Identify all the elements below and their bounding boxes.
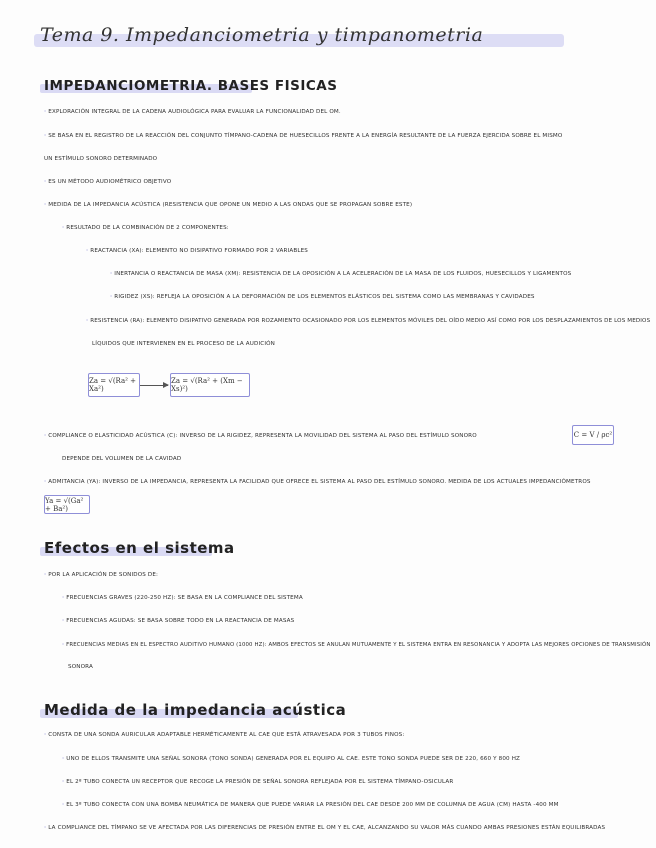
section-heading-efectos: Efectos en el sistema — [44, 539, 235, 557]
arrow-icon — [140, 385, 168, 386]
formula-box: C = V / ρc² — [572, 425, 614, 445]
section-heading-bases-fisicas: IMPEDANCIOMETRIA. BASES FISICAS — [44, 78, 337, 94]
list-item: · REACTANCIA (XA): ELEMENTO NO DISIPATIVO FORMADO POR 2 VARIABLES — [86, 248, 308, 254]
list-item: · SE BASA EN EL REGISTRO DE LA REACCIÓN DEL CONJUNTO TÍMPANO-CADENA DE HUESECILLOS FRENTE A LA ENERGÍA RESULTANTE DE LA FUERZA EJERCIDA SOBRE EL MISMO — [44, 133, 563, 139]
formula-box: Ya = √(Ga² + Ba²) — [44, 495, 90, 514]
list-item: · EL 2º TUBO CONECTA UN RECEPTOR QUE RECOGE LA PRESIÓN DE SEÑAL SONORA REFLEJADA POR EL SISTEMA TÍMPANO-OSICULAR — [62, 779, 454, 785]
formula-box: Za = √(Ra² + (Xm − Xs)²) — [170, 373, 250, 397]
list-item: DEPENDE DEL VOLUMEN DE LA CAVIDAD — [62, 456, 182, 462]
list-item: UN ESTÍMULO SONORO DETERMINADO — [44, 156, 158, 162]
list-item: · RIGIDEZ (XS): REFLEJA LA OPOSICIÓN A LA DEFORMACIÓN DE LOS ELEMENTOS ELÁSTICOS DEL SISTEMA COMO LAS MEMBRANAS Y CAVIDADES — [110, 294, 535, 300]
list-item: · COMPLIANCE O ELASTICIDAD ACÚSTICA (C): INVERSO DE LA RIGIDEZ, REPRESENTA LA MOVILIDAD DEL SISTEMA AL PASO DEL ESTÍMULO SONORO — [44, 433, 477, 439]
list-item: · LA COMPLIANCE DEL TÍMPANO SE VE AFECTADA POR LAS DIFERENCIAS DE PRESIÓN ENTRE EL OM Y EL CAE, ALCANZANDO SU VALOR MÁS CUANDO AMBAS PRESIONES ESTÁN EQUILIBRADAS — [44, 825, 606, 831]
list-item: · INERTANCIA O REACTANCIA DE MASA (XM): RESISTENCIA DE LA OPOSICIÓN A LA ACELERACIÓN DE LA MASA DE LOS FLUIDOS, HUESECILLOS Y LIGAMENTOS — [110, 271, 572, 277]
page-title: Tema 9. Impedanciometria y timpanometria — [40, 24, 483, 46]
list-item: · EXPLORACIÓN INTEGRAL DE LA CADENA AUDIOLÓGICA PARA EVALUAR LA FUNCIONALIDAD DEL OM. — [44, 109, 341, 115]
formula-box: Za = √(Ra² + Xa²) — [88, 373, 140, 397]
list-item: · FRECUENCIAS AGUDAS: SE BASA SOBRE TODO EN LA REACTANCIA DE MASAS — [62, 618, 295, 624]
list-item: · ES UN MÉTODO AUDIOMÉTRICO OBJETIVO — [44, 179, 172, 185]
list-item: · POR LA APLICACIÓN DE SONIDOS DE: — [44, 572, 159, 578]
list-item: · RESISTENCIA (RA): ELEMENTO DISIPATIVO GENERADA POR ROZAMIENTO OCASIONADO POR LOS ELEMENTOS MÓVILES DEL OÍDO MEDIO ASÍ COMO POR LOS DESPLAZAMIENTOS DE LOS MEDIOS — [86, 318, 651, 324]
section-heading-medida: Medida de la impedancia acústica — [44, 701, 346, 719]
list-item: · EL 3º TUBO CONECTA CON UNA BOMBA NEUMÁTICA DE MANERA QUE PUEDE VARIAR LA PRESIÓN DEL CAE DESDE 200 MM DE COLUMNA DE AGUA (CM) HASTA -400 MM — [62, 802, 559, 808]
list-item: · FRECUENCIAS MEDIAS EN EL ESPECTRO AUDITIVO HUMANO (1000 HZ): AMBOS EFECTOS SE ANULAN MUTUAMENTE Y EL SISTEMA ENTRA EN RESONANCIA Y ADOPTA LAS MEJORES OPCIONES DE TRANSMISIÓN — [62, 642, 651, 648]
list-item: SONORA — [68, 664, 93, 670]
list-item: · CONSTA DE UNA SONDA AURICULAR ADAPTABLE HERMÉTICAMENTE AL CAE QUE ESTÁ ATRAVESADA POR 3 TUBOS FINOS: — [44, 732, 405, 738]
list-item: · MEDIDA DE LA IMPEDANCIA ACÚSTICA (RESISTENCIA QUE OPONE UN MEDIO A LAS ONDAS QUE SE PROPAGAN SOBRE ESTE) — [44, 202, 413, 208]
list-item: · UNO DE ELLOS TRANSMITE UNA SEÑAL SONORA (TONO SONDA) GENERADA POR EL EQUIPO AL CAE. ESTE TONO SONDA PUEDE SER DE 220, 660 Y 800 HZ — [62, 756, 521, 762]
list-item: · FRECUENCIAS GRAVES (220-250 HZ): SE BASA EN LA COMPLIANCE DEL SISTEMA — [62, 595, 303, 601]
list-item: · RESULTADO DE LA COMBINACIÓN DE 2 COMPONENTES: — [62, 225, 229, 231]
list-item: LÍQUIDOS QUE INTERVIENEN EN EL PROCESO DE LA AUDICIÓN — [92, 341, 276, 347]
list-item: · ADMITANCIA (YA): INVERSO DE LA IMPEDANCIA, REPRESENTA LA FACILIDAD QUE OFRECE EL SISTEMA AL PASO DEL ESTÍMULO SONORO. MEDIDA DE LOS ACTUALES IMPEDANCIÓMETROS — [44, 479, 591, 485]
